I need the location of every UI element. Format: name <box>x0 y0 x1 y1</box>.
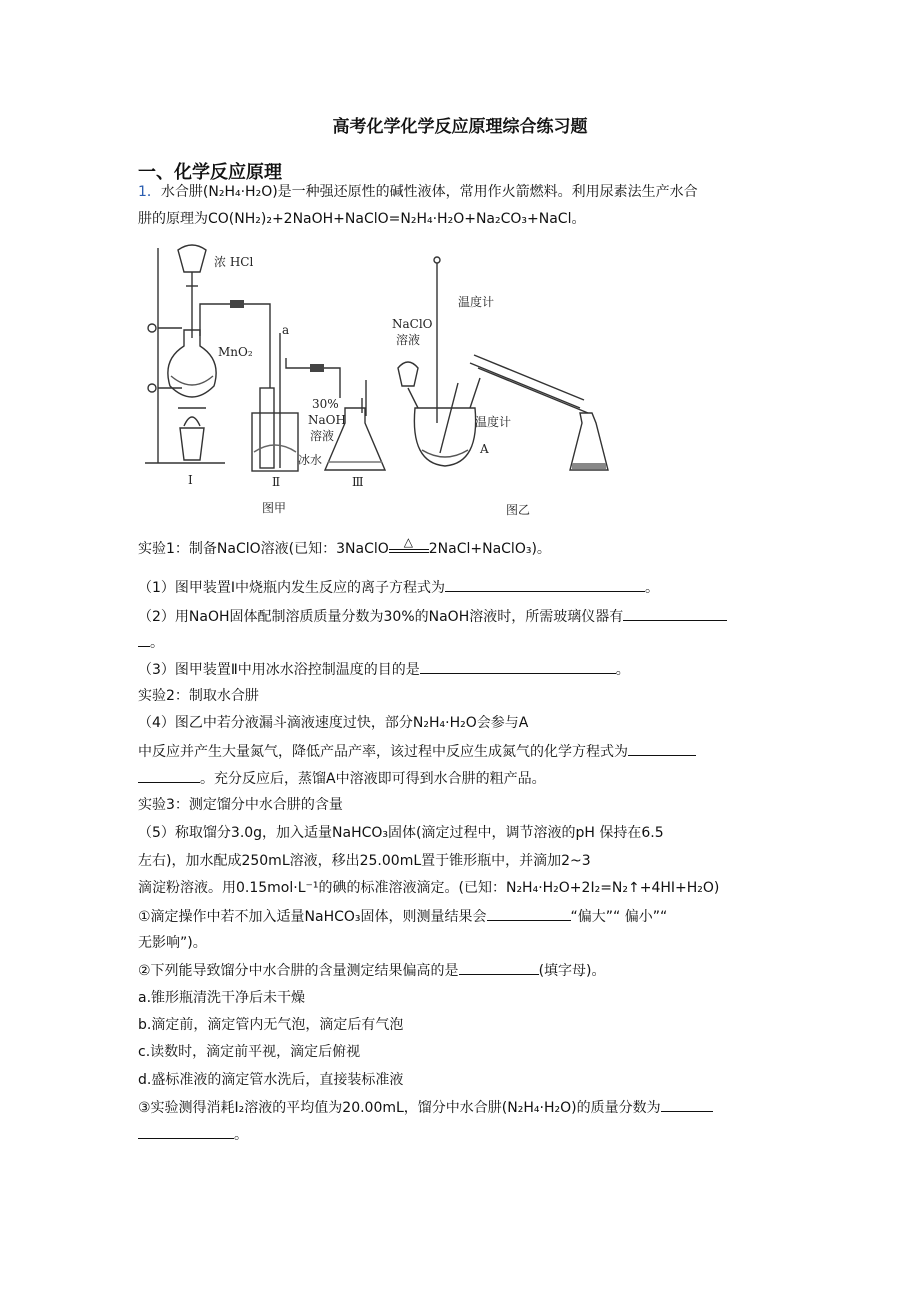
question-1-intro-line-2: 肼的原理为CO(NH₂)₂+2NaOH+NaClO=N₂H₄·H₂O+Na₂CO₃+NaCl。 <box>138 211 586 227</box>
question-part-4-line-1: （4）图乙中若分液漏斗滴液速度过快，部分N₂H₄·H₂O会参与A <box>138 715 529 731</box>
label-tube-a: a <box>282 323 290 337</box>
label-ice-water: 冰水 <box>298 453 323 467</box>
sub-question-3-end: 。 <box>234 1127 248 1143</box>
option-a: a.锥形瓶清洗干净后未干燥 <box>138 990 306 1006</box>
sub-question-1-cont: 无影响”)。 <box>138 935 207 951</box>
sub-question-1-options: “偏大”“ 偏小”“ <box>570 909 668 925</box>
test-tube <box>260 388 274 468</box>
sub-question-2-end: (填字母)。 <box>538 963 606 979</box>
question-part-3 <box>138 659 630 680</box>
question-number: 1． <box>138 184 161 200</box>
question-part-5-line-1: （5）称取馏分3.0g，加入适量NaHCO₃固体(滴定过程中，调节溶液的pH 保持在6.5 <box>138 825 664 841</box>
question-part-2-cont <box>138 632 164 653</box>
label-naclo-solution: 溶液 <box>396 333 421 347</box>
part-3-text: （3）图甲装置Ⅱ中用冰水浴控制温度的目的是 <box>138 662 420 678</box>
label-thermometer-1: 温度计 <box>458 295 495 309</box>
condenser <box>470 363 580 408</box>
clamp-screw-icon <box>148 384 156 392</box>
answer-blank-4-cont[interactable] <box>138 768 200 783</box>
label-naoh: NaOH <box>308 413 346 427</box>
caption-figure-b: 图乙 <box>506 503 531 517</box>
answer-blank-2-cont[interactable] <box>138 632 150 647</box>
separatory-funnel <box>178 245 206 272</box>
sub-question-3-text: ③实验测得消耗I₂溶液的平均值为20.00mL，馏分中水合肼(N₂H₄·H₂O)的质量分数为 <box>138 1100 661 1116</box>
option-b: b.滴定前，滴定管内无气泡，滴定后有气泡 <box>138 1017 404 1033</box>
part-4-text-b: 中反应并产生大量氮气，降低产品产率，该过程中反应生成氮气的化学方程式为 <box>138 744 628 760</box>
label-conc-hcl: 浓 HCl <box>214 255 254 269</box>
question-part-5-line-2: 左右)，加水配成250mL溶液，移出25.00mL置于锥形瓶中，并滴加2~3 <box>138 853 591 869</box>
label-device-2: Ⅱ <box>272 475 281 489</box>
sub-question-1 <box>138 906 667 927</box>
label-naoh-percent: 30% <box>312 397 339 411</box>
answer-blank-4[interactable] <box>628 741 696 756</box>
label-thermometer-2: 温度计 <box>475 415 512 429</box>
answer-blank-5-3[interactable] <box>661 1097 713 1112</box>
experiment-1-text-b: 2NaCl+NaClO₃)。 <box>428 541 551 557</box>
receiving-flask <box>570 413 608 470</box>
page-title: 高考化学化学反应原理综合练习题 <box>332 117 588 137</box>
option-c: c.读数时，滴定前平视，滴定后俯视 <box>138 1044 361 1060</box>
sub-question-2 <box>138 960 606 981</box>
rubber-connector <box>230 300 244 308</box>
answer-blank-5-2[interactable] <box>459 960 539 975</box>
sub-question-1-text: ①滴定操作中若不加入适量NaHCO₃固体，则测量结果会 <box>138 909 487 925</box>
question-part-2 <box>138 606 727 627</box>
question-1-intro-line-1 <box>138 182 698 202</box>
answer-blank-5-1[interactable] <box>487 906 571 921</box>
ice-water-beaker <box>252 413 298 471</box>
answer-blank-3[interactable] <box>420 659 616 674</box>
part-3-end: 。 <box>615 662 630 678</box>
apparatus-figure <box>140 238 620 523</box>
caption-figure-a: 图甲 <box>262 501 287 515</box>
alcohol-lamp <box>180 428 204 460</box>
sub-question-3-cont <box>138 1124 248 1145</box>
answer-blank-2[interactable] <box>623 606 727 621</box>
answer-blank-5-3-cont[interactable] <box>138 1124 234 1139</box>
question-part-4-line-2 <box>138 741 696 762</box>
part-2-text: （2）用NaOH固体配制溶质质量分数为30%的NaOH溶液时，所需玻璃仪器有 <box>138 609 624 625</box>
clamp-screw-icon <box>148 324 156 332</box>
question-1-intro-a: 水合肼(N₂H₄·H₂O)是一种强还原性的碱性液体，常用作火箭燃料。利用尿素法生产水合 <box>160 184 698 200</box>
label-flask-a: A <box>480 442 489 456</box>
question-part-1 <box>138 577 659 598</box>
option-d: d.盛标准液的滴定管水洗后，直接装标准液 <box>138 1072 404 1088</box>
label-device-1: Ⅰ <box>188 473 193 487</box>
part-1-text: （1）图甲装置Ⅰ中烧瓶内发生反应的离子方程式为 <box>138 580 446 596</box>
part-2-end: 。 <box>150 635 164 651</box>
dropping-funnel <box>398 362 418 386</box>
experiment-1-line <box>138 535 551 559</box>
question-part-5-line-3: 滴淀粉溶液。用0.15mol·L⁻¹的碘的标准溶液滴定。(已知：N₂H₄·H₂O+2I₂=N₂↑+4HI+H₂O) <box>138 880 720 896</box>
question-part-4-line-3 <box>138 768 546 789</box>
part-1-end: 。 <box>645 580 660 596</box>
part-4-text-c: 。充分反应后，蒸馏A中溶液即可得到水合肼的粗产品。 <box>200 771 546 787</box>
experiment-2-heading: 实验2：制取水合肼 <box>138 688 259 704</box>
sub-question-3 <box>138 1097 713 1118</box>
label-device-3: Ⅲ <box>352 475 364 489</box>
label-naoh-solution: 溶液 <box>310 429 335 443</box>
label-mno2: MnO₂ <box>218 345 253 359</box>
heating-arrow <box>389 535 429 557</box>
heat-delta-icon: △ <box>403 535 413 549</box>
answer-blank-1[interactable] <box>445 577 645 592</box>
experiment-1-text-a: 实验1：制备NaClO溶液(已知：3NaClO <box>138 541 389 557</box>
round-bottom-flask <box>168 330 216 397</box>
experiment-3-heading: 实验3：测定馏分中水合肼的含量 <box>138 797 343 813</box>
section-heading: 一、化学反应原理 <box>138 162 282 183</box>
sub-question-2-text: ②下列能导致馏分中水合肼的含量测定结果偏高的是 <box>138 963 459 979</box>
label-naclo: NaClO <box>392 317 433 331</box>
